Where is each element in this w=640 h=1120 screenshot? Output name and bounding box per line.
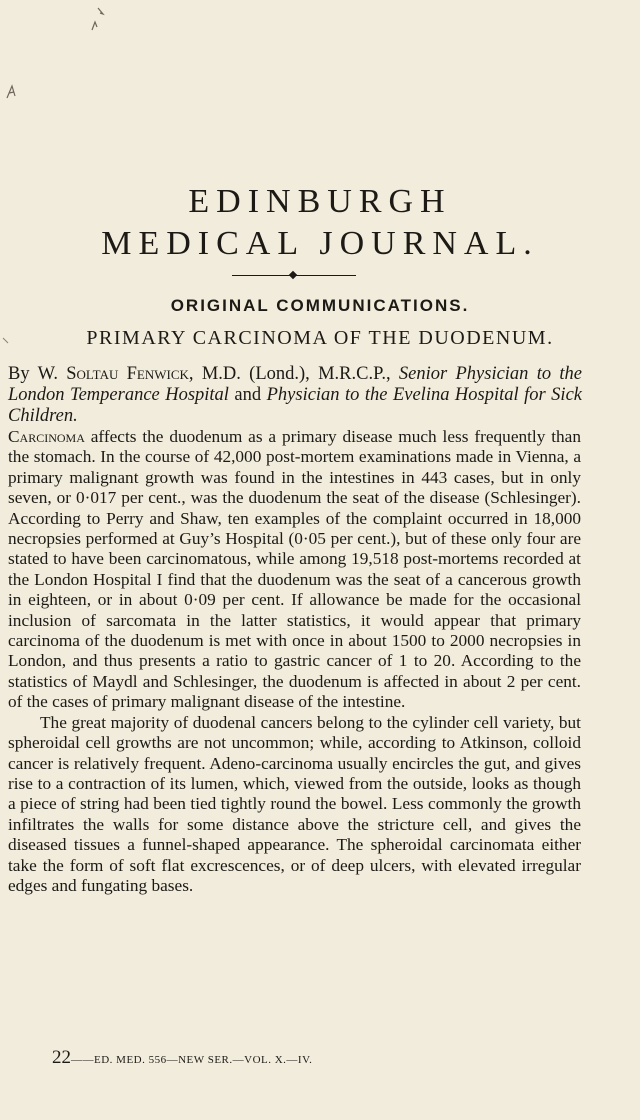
page-number: 22 [52, 1047, 71, 1068]
author-byline [8, 364, 582, 427]
author-role-1: Senior Physician to the London Temperance Hospital [8, 364, 583, 405]
byline-connector: and [228, 385, 267, 405]
pencil-mark-top [92, 8, 103, 30]
paragraph-1 [8, 427, 581, 713]
pencil-mark-left [7, 86, 15, 98]
page-footer [52, 1047, 612, 1069]
lead-word: Carcinoma [8, 427, 85, 446]
byline-initial: W. [37, 364, 58, 384]
article-title: PRIMARY CARCINOMA OF THE DUODENUM. [86, 327, 554, 349]
paragraph-2: The great majority of duodenal cancers belong to the cylinder cell variety, but spheroidal cell growths are not uncommon; while, according to Atkinson, colloid cancer is relatively frequent. Adeno-carcinoma usually encircles the gut, and gives rise to a contraction of its lumen, which, viewed from the outside, looks as though a piece of string had been tied tightly round the bowel. Less commonly the growth infiltrates the walls for some distance above the stricture cell, and gives the diseased tissues a funnel-shaped appearance. The spheroidal carcinomata either take the form of soft flat excrescences, or of deep ulcers, with elevated irregular edges and fungating bases. [8, 712, 581, 895]
paragraph-1-text: affects the duodenum as a primary disease much less frequently than the stomach. In the course of 42,000 post-mortem examinations made in Vienna, a primary malignant growth was found in the intestines in 443 cases, but in only seven, or 0·017 per cent., was the duodenum the seat of the disease (Schlesinger). According to Perry and Shaw, ten examples of the complaint occurred in 18,000 necropsies performed at Guy’s Hospital (0·05 per cent.), but of these only four are stated to have been carcinomatous, while among 19,518 post-mortems recorded at the London Hospital I find that the duodenum was the seat of a cancerous growth in eighteen, or in about 0·09 per cent. If allowance be made for the occasional inclusion of sarcomata in the latter statistics, it would appear that primary carcinoma of the duodenum is met with once in about 1500 to 2000 necropsies in London, and thus presents a ratio to gastric cancer of 1 to 20. According to the statistics of Maydl and Schlesinger, the duodenum is affected in about 2 per cent. of the cases of primary malignant disease of the intestine. [8, 427, 581, 712]
section-heading: ORIGINAL COMMUNICATIONS. [170, 296, 470, 315]
author-credentials: , M.D. (Lond.), M.R.C.P., [188, 364, 399, 384]
printer-signature: ——ED. MED. 556—NEW SER.—VOL. X.—IV. [71, 1054, 313, 1066]
journal-title-line-1: EDINBURGH [188, 183, 452, 220]
journal-title-line-2: MEDICAL JOURNAL. [101, 225, 539, 262]
author-role-2: Physician to the Evelina Hospital for Sick Children. [8, 385, 582, 426]
author-name: Soltau Fenwick [66, 364, 189, 384]
byline-by: By [8, 364, 30, 384]
article-body [8, 427, 581, 896]
